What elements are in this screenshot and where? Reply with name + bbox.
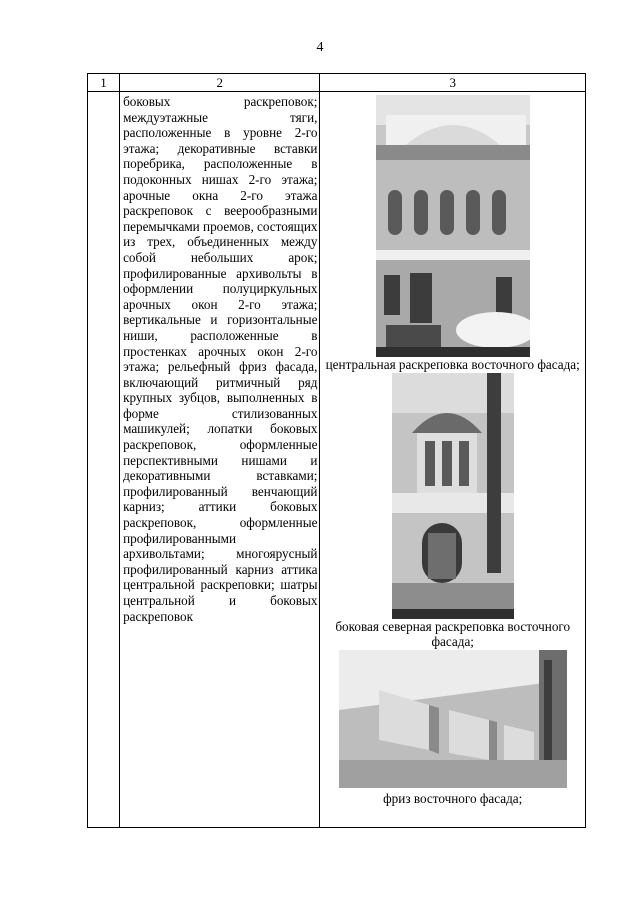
monument-elements-table: [87, 73, 586, 828]
empty-number-cell: [88, 92, 120, 828]
photo-caption: фриз восточного фасада;: [383, 790, 523, 806]
header-col-1: 1: [88, 74, 120, 92]
photo-facade-frieze: [339, 650, 567, 788]
photo-caption: боковая северная раскреповка восточного фасада;: [335, 618, 571, 650]
header-col-2: 2: [120, 74, 320, 92]
header-col-3: 3: [320, 74, 586, 92]
description-cell: боковых раскреповок; междуэтажные тяги, расположенные в уровне 2-го этажа; декоративные вставки поребрика, расположенные в подоконных нишах 2-го этажа; арочные окна 2-го этажа раскреповок с веерообразными перемычками проемов, состоящих из трех, объединенных между собой небольших арок; профилированные архивольты в оформлении полуциркульных арочных окон 2-го этажа; вертикальные и горизонтальные ниши, расположенные в простенках арочных окон 2-го этажа; рельефный фриз фасада, включающий ритмичный ряд крупных зубцов, выполненных в форме стилизованных машикулей; лопатки боковых раскреповок, оформленные перспективными нишами и декоративными вставками; профилированный венчающий карниз; аттики боковых раскреповок, оформленные профилированными архивольтами; многоярусный профилированный карниз аттика центральной раскреповки; шатры центральной и боковых раскреповок: [120, 92, 320, 828]
photo-central-projection: [376, 95, 530, 357]
photo-north-side-projection: [392, 373, 514, 619]
table-row: [88, 92, 586, 828]
page-number: 4: [316, 40, 324, 55]
photos-cell: [320, 92, 586, 828]
table-header-row: [88, 74, 586, 92]
photo-caption: центральная раскреповка восточного фасада;: [325, 357, 580, 372]
